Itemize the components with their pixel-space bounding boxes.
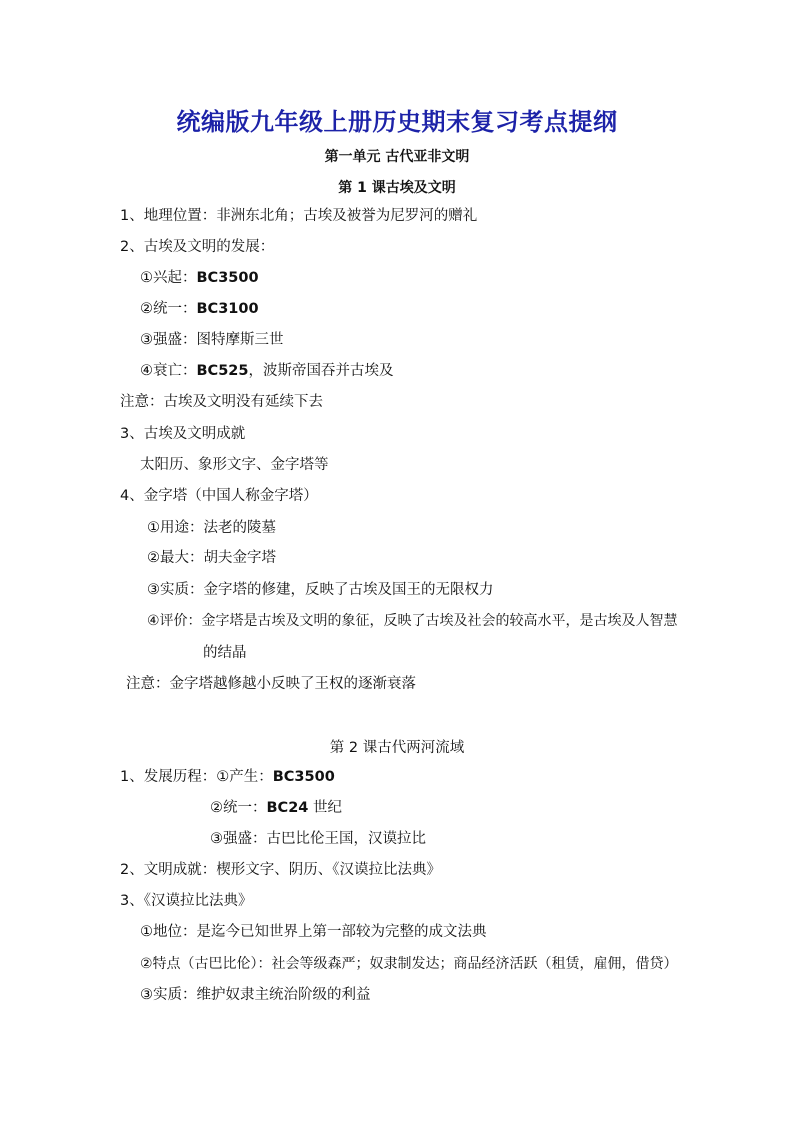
l2-unify-prefix: ②统一： bbox=[210, 800, 267, 816]
code-feature: ②特点（古巴比伦）：社会等级森严；奴隶制发达；商品经济活跃（租赁，雇佣，借贷） bbox=[140, 956, 678, 972]
lesson1-rise bbox=[140, 268, 259, 288]
lesson1-peak: ③强盛：图特摩斯三世 bbox=[140, 332, 284, 348]
decline-prefix: ④衰亡： bbox=[140, 363, 197, 379]
code-status: ①地位：是迄今已知世界上第一部较为完整的成文法典 bbox=[140, 924, 487, 940]
decline-rest: ，波斯帝国吞并古埃及 bbox=[248, 363, 394, 379]
pyramid-eval-line2: 的结晶 bbox=[203, 645, 247, 661]
lesson2-unify bbox=[210, 798, 342, 818]
lesson2-ach: 2、文明成就：楔形文字、阴历、《汉谟拉比法典》 bbox=[120, 862, 441, 878]
lesson2-hist bbox=[120, 767, 335, 787]
lesson1-ach-items: 太阳历、象形文字、金字塔等 bbox=[140, 457, 329, 473]
l2-rise-value: BC3500 bbox=[272, 769, 335, 785]
lesson1-heading: 第 1 课古埃及文明 bbox=[338, 180, 456, 196]
hist-title: 1、发展历程： bbox=[120, 769, 217, 785]
rise-value: BC3500 bbox=[196, 270, 259, 286]
l2-rise-prefix: ①产生： bbox=[216, 769, 273, 785]
rise-prefix: ①兴起： bbox=[140, 270, 197, 286]
pyramid-biggest: ②最大：胡夫金字塔 bbox=[147, 550, 276, 566]
pyramid-essence: ③实质：金字塔的修建，反映了古埃及国王的无限权力 bbox=[147, 582, 494, 598]
lesson1-unify bbox=[140, 299, 259, 319]
unify-value: BC3100 bbox=[196, 301, 259, 317]
l2-unify-value: BC24 bbox=[266, 800, 309, 816]
lesson1-ach-title: 3、古埃及文明成就 bbox=[120, 426, 246, 442]
document-title: 统编版九年级上册历史期末复习考点提纲 bbox=[176, 108, 618, 136]
lesson1-dev-title: 2、古埃及文明的发展： bbox=[120, 239, 275, 255]
unify-prefix: ②统一： bbox=[140, 301, 197, 317]
lesson2-code-title: 3、《汉谟拉比法典》 bbox=[120, 893, 253, 909]
lesson1-decline bbox=[140, 361, 393, 381]
lesson2-heading: 第 2 课古代两河流域 bbox=[329, 740, 465, 756]
pyramid-use: ①用途：法老的陵墓 bbox=[147, 520, 276, 536]
unit-heading: 第一单元 古代亚非文明 bbox=[324, 149, 470, 165]
l2-unify-rest: 世纪 bbox=[308, 800, 342, 816]
lesson2-peak: ③强盛：古巴比伦王国，汉谟拉比 bbox=[210, 831, 426, 847]
code-essence: ③实质：维护奴隶主统治阶级的利益 bbox=[140, 987, 371, 1003]
decline-value: BC525 bbox=[196, 363, 249, 379]
lesson1-pyr-title: 4、金字塔（中国人称金字塔） bbox=[120, 488, 318, 504]
lesson1-note2: 注意：金字塔越修越小反映了王权的逐渐衰落 bbox=[126, 676, 416, 692]
lesson1-geo: 1、地理位置：非洲东北角；古埃及被誉为尼罗河的赠礼 bbox=[120, 208, 478, 224]
pyramid-eval-line1: ④评价：金字塔是古埃及文明的象征，反映了古埃及社会的较高水平，是古埃及人智慧 bbox=[147, 613, 678, 629]
lesson1-note1: 注意：古埃及文明没有延续下去 bbox=[120, 394, 323, 410]
